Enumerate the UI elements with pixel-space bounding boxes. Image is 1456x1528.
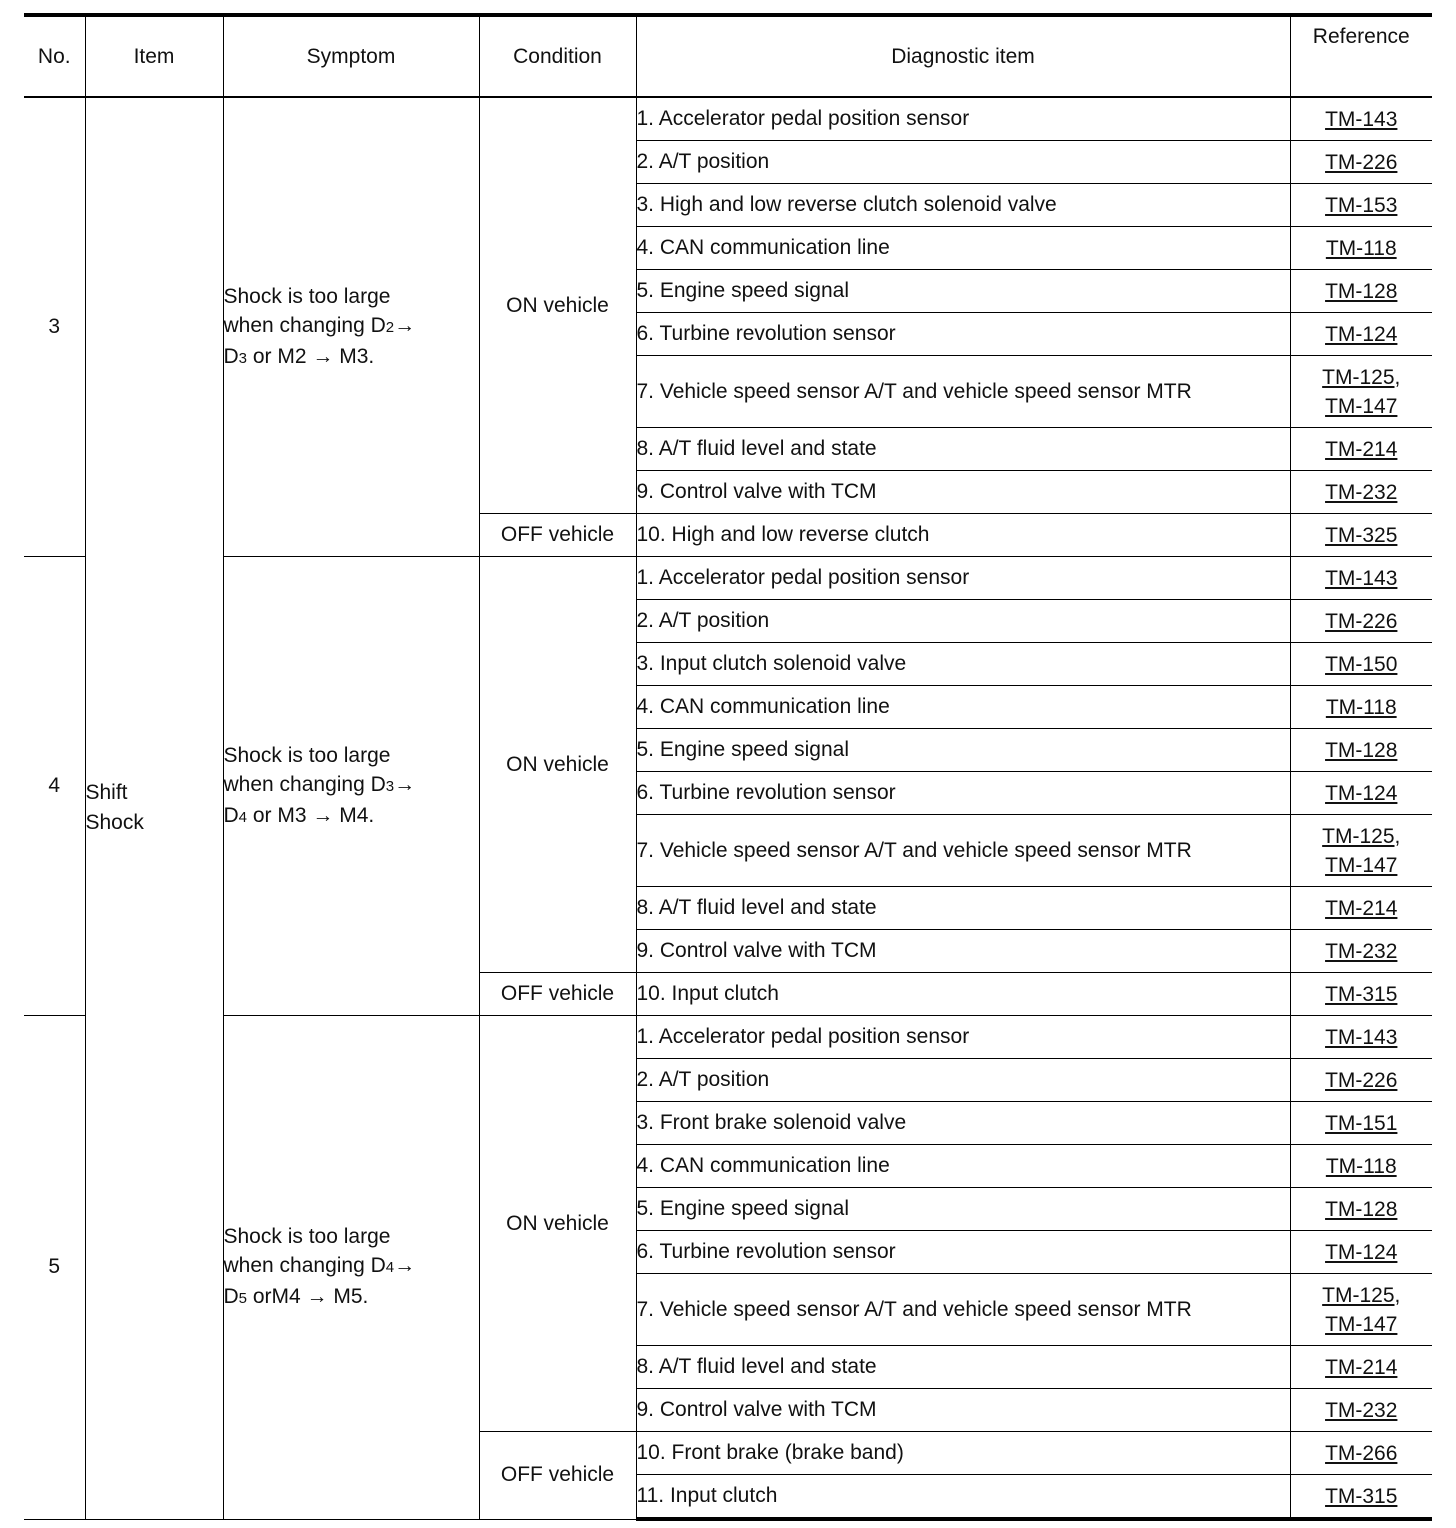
symptom-gear-subscript: 3 bbox=[385, 777, 395, 795]
diagnostic-item: 8. A/T fluid level and state bbox=[636, 887, 1290, 930]
condition-off-vehicle: OFF vehicle bbox=[479, 514, 636, 557]
reference-link[interactable]: TM-125 bbox=[1322, 365, 1395, 389]
header-diagnostic-item: Diagnostic item bbox=[636, 15, 1290, 97]
reference-cell bbox=[1290, 1145, 1432, 1188]
diagnostic-item: 8. A/T fluid level and state bbox=[636, 1346, 1290, 1389]
diagnostic-item: 9. Control valve with TCM bbox=[636, 471, 1290, 514]
reference-link[interactable]: TM-125 bbox=[1322, 824, 1395, 848]
reference-link[interactable]: TM-147 bbox=[1325, 394, 1398, 418]
reference-link[interactable]: TM-325 bbox=[1325, 523, 1398, 547]
symptom-cell bbox=[223, 97, 479, 557]
reference-link[interactable]: TM-214 bbox=[1325, 1355, 1398, 1379]
reference-cell bbox=[1290, 270, 1432, 313]
reference-cell bbox=[1290, 815, 1432, 887]
reference-cell bbox=[1290, 1274, 1432, 1346]
diagnostic-item: 1. Accelerator pedal position sensor bbox=[636, 557, 1290, 600]
symptom-line2-text: when changing D bbox=[223, 1253, 386, 1277]
diagnostic-item: 11. Input clutch bbox=[636, 1475, 1290, 1520]
table-row bbox=[24, 97, 1432, 141]
symptom-line3-text: D bbox=[223, 344, 239, 368]
reference-cell bbox=[1290, 887, 1432, 930]
reference-cell bbox=[1290, 973, 1432, 1016]
symptom-line1: Shock is too large bbox=[223, 284, 391, 308]
symptom-cell bbox=[223, 557, 479, 1016]
reference-cell bbox=[1290, 729, 1432, 772]
reference-link[interactable]: TM-124 bbox=[1325, 781, 1398, 805]
header-row bbox=[24, 15, 1432, 97]
reference-cell bbox=[1290, 557, 1432, 600]
reference-cell bbox=[1290, 930, 1432, 973]
shift-shock-diagnosis-table bbox=[24, 13, 1432, 1521]
symptom-line3-rest: or M3 → M4. bbox=[247, 803, 375, 827]
diagnostic-item: 5. Engine speed signal bbox=[636, 1188, 1290, 1231]
diagnostic-item: 2. A/T position bbox=[636, 1059, 1290, 1102]
reference-link[interactable]: TM-151 bbox=[1325, 1111, 1398, 1135]
diagnostic-item: 10. High and low reverse clutch bbox=[636, 514, 1290, 557]
symptom-gear-subscript: 2 bbox=[385, 318, 395, 336]
reference-link[interactable]: TM-232 bbox=[1325, 480, 1398, 504]
reference-cell bbox=[1290, 1059, 1432, 1102]
reference-separator: , bbox=[1394, 365, 1401, 389]
symptom-cell bbox=[223, 1016, 479, 1520]
reference-link[interactable]: TM-214 bbox=[1325, 896, 1398, 920]
diagnostic-item: 5. Engine speed signal bbox=[636, 729, 1290, 772]
table-row bbox=[24, 557, 1432, 600]
condition-on-vehicle: ON vehicle bbox=[479, 1016, 636, 1432]
reference-cell bbox=[1290, 1346, 1432, 1389]
reference-link[interactable]: TM-266 bbox=[1325, 1441, 1398, 1465]
reference-separator: , bbox=[1394, 1283, 1401, 1307]
diagnostic-item: 7. Vehicle speed sensor A/T and vehicle speed sensor MTR bbox=[636, 815, 1290, 887]
diagnostic-item: 6. Turbine revolution sensor bbox=[636, 772, 1290, 815]
header-symptom: Symptom bbox=[223, 15, 479, 97]
reference-cell bbox=[1290, 1432, 1432, 1475]
reference-cell bbox=[1290, 514, 1432, 557]
reference-link[interactable]: TM-128 bbox=[1325, 1197, 1398, 1221]
reference-link[interactable]: TM-315 bbox=[1325, 982, 1398, 1006]
diagnostic-item: 6. Turbine revolution sensor bbox=[636, 1231, 1290, 1274]
diagnostic-item: 4. CAN communication line bbox=[636, 227, 1290, 270]
reference-link[interactable]: TM-150 bbox=[1325, 652, 1398, 676]
reference-cell bbox=[1290, 141, 1432, 184]
item-label-line2: Shock bbox=[85, 811, 144, 835]
header-condition: Condition bbox=[479, 15, 636, 97]
reference-link[interactable]: TM-143 bbox=[1325, 566, 1398, 590]
reference-link[interactable]: TM-232 bbox=[1325, 939, 1398, 963]
symptom-gear-subscript: 4 bbox=[238, 808, 248, 826]
reference-link[interactable]: TM-118 bbox=[1325, 695, 1397, 719]
diagnostic-item: 10. Input clutch bbox=[636, 973, 1290, 1016]
diagnostic-item: 3. Front brake solenoid valve bbox=[636, 1102, 1290, 1145]
symptom-arrow: → bbox=[394, 313, 416, 337]
reference-link[interactable]: TM-315 bbox=[1325, 1484, 1398, 1508]
diagnostic-item: 6. Turbine revolution sensor bbox=[636, 313, 1290, 356]
symptom-gear-subscript: 5 bbox=[238, 1289, 248, 1307]
diagnostic-item: 8. A/T fluid level and state bbox=[636, 428, 1290, 471]
row-number: 4 bbox=[24, 557, 85, 1016]
reference-link[interactable]: TM-118 bbox=[1325, 236, 1397, 260]
condition-on-vehicle: ON vehicle bbox=[479, 97, 636, 514]
reference-cell bbox=[1290, 1231, 1432, 1274]
diagnostic-item: 2. A/T position bbox=[636, 600, 1290, 643]
reference-cell bbox=[1290, 1016, 1432, 1059]
reference-link[interactable]: TM-226 bbox=[1325, 1068, 1398, 1092]
diagnostic-item: 7. Vehicle speed sensor A/T and vehicle speed sensor MTR bbox=[636, 1274, 1290, 1346]
diagnostic-item: 1. Accelerator pedal position sensor bbox=[636, 1016, 1290, 1059]
symptom-line3-text: D bbox=[223, 1284, 239, 1308]
reference-link[interactable]: TM-232 bbox=[1325, 1398, 1398, 1422]
reference-link[interactable]: TM-118 bbox=[1325, 1154, 1397, 1178]
reference-link[interactable]: TM-153 bbox=[1325, 193, 1398, 217]
header-reference: Reference bbox=[1290, 15, 1432, 97]
diagnostic-item: 3. High and low reverse clutch solenoid valve bbox=[636, 184, 1290, 227]
diagnostic-item: 3. Input clutch solenoid valve bbox=[636, 643, 1290, 686]
reference-link[interactable]: TM-147 bbox=[1325, 1312, 1398, 1336]
diagnostic-item: 4. CAN communication line bbox=[636, 1145, 1290, 1188]
table-row bbox=[24, 1016, 1432, 1059]
header-item: Item bbox=[85, 15, 223, 97]
condition-off-vehicle: OFF vehicle bbox=[479, 973, 636, 1016]
reference-link[interactable]: TM-128 bbox=[1325, 738, 1398, 762]
reference-link[interactable]: TM-226 bbox=[1325, 150, 1398, 174]
reference-cell bbox=[1290, 471, 1432, 514]
symptom-gear-subscript: 3 bbox=[238, 349, 248, 367]
reference-link[interactable]: TM-128 bbox=[1325, 279, 1398, 303]
reference-cell bbox=[1290, 97, 1432, 141]
diagnostic-item: 9. Control valve with TCM bbox=[636, 930, 1290, 973]
reference-link[interactable]: TM-125 bbox=[1322, 1283, 1395, 1307]
reference-link[interactable]: TM-143 bbox=[1325, 107, 1398, 131]
header-no: No. bbox=[24, 15, 85, 97]
reference-link[interactable]: TM-214 bbox=[1325, 437, 1398, 461]
item-label-line1: Shift bbox=[85, 781, 128, 805]
symptom-line2-text: when changing D bbox=[223, 772, 386, 796]
reference-cell bbox=[1290, 313, 1432, 356]
symptom-gear-subscript: 4 bbox=[385, 1258, 395, 1276]
diagnostic-item: 4. CAN communication line bbox=[636, 686, 1290, 729]
reference-cell bbox=[1290, 600, 1432, 643]
diagnostic-item: 10. Front brake (brake band) bbox=[636, 1432, 1290, 1475]
reference-link[interactable]: TM-124 bbox=[1325, 1240, 1398, 1264]
diagnostic-item: 9. Control valve with TCM bbox=[636, 1389, 1290, 1432]
symptom-line2-text: when changing D bbox=[223, 313, 386, 337]
table-body bbox=[24, 97, 1432, 1519]
item-cell bbox=[85, 97, 223, 1519]
symptom-line1: Shock is too large bbox=[223, 1224, 391, 1248]
reference-cell bbox=[1290, 643, 1432, 686]
reference-cell bbox=[1290, 184, 1432, 227]
reference-link[interactable]: TM-226 bbox=[1325, 609, 1398, 633]
reference-cell bbox=[1290, 686, 1432, 729]
reference-cell bbox=[1290, 227, 1432, 270]
symptom-arrow: → bbox=[394, 1253, 416, 1277]
row-number: 5 bbox=[24, 1016, 85, 1520]
symptom-line3-rest: or M2 → M3. bbox=[247, 344, 375, 368]
reference-cell bbox=[1290, 428, 1432, 471]
condition-off-vehicle: OFF vehicle bbox=[479, 1432, 636, 1520]
reference-link[interactable]: TM-143 bbox=[1325, 1025, 1398, 1049]
diagnostic-item: 1. Accelerator pedal position sensor bbox=[636, 97, 1290, 141]
symptom-arrow: → bbox=[394, 772, 416, 796]
symptom-line3-rest: orM4 → M5. bbox=[247, 1284, 369, 1308]
condition-on-vehicle: ON vehicle bbox=[479, 557, 636, 973]
reference-cell bbox=[1290, 772, 1432, 815]
diagnostic-item: 7. Vehicle speed sensor A/T and vehicle speed sensor MTR bbox=[636, 356, 1290, 428]
reference-cell bbox=[1290, 1475, 1432, 1520]
reference-cell bbox=[1290, 356, 1432, 428]
reference-link[interactable]: TM-147 bbox=[1325, 853, 1398, 877]
reference-link[interactable]: TM-124 bbox=[1325, 322, 1398, 346]
reference-cell bbox=[1290, 1188, 1432, 1231]
diagnostic-item: 5. Engine speed signal bbox=[636, 270, 1290, 313]
reference-separator: , bbox=[1394, 824, 1401, 848]
reference-cell bbox=[1290, 1102, 1432, 1145]
row-number: 3 bbox=[24, 97, 85, 557]
symptom-line3-text: D bbox=[223, 803, 239, 827]
diagnostic-item: 2. A/T position bbox=[636, 141, 1290, 184]
symptom-line1: Shock is too large bbox=[223, 743, 391, 767]
reference-cell bbox=[1290, 1389, 1432, 1432]
